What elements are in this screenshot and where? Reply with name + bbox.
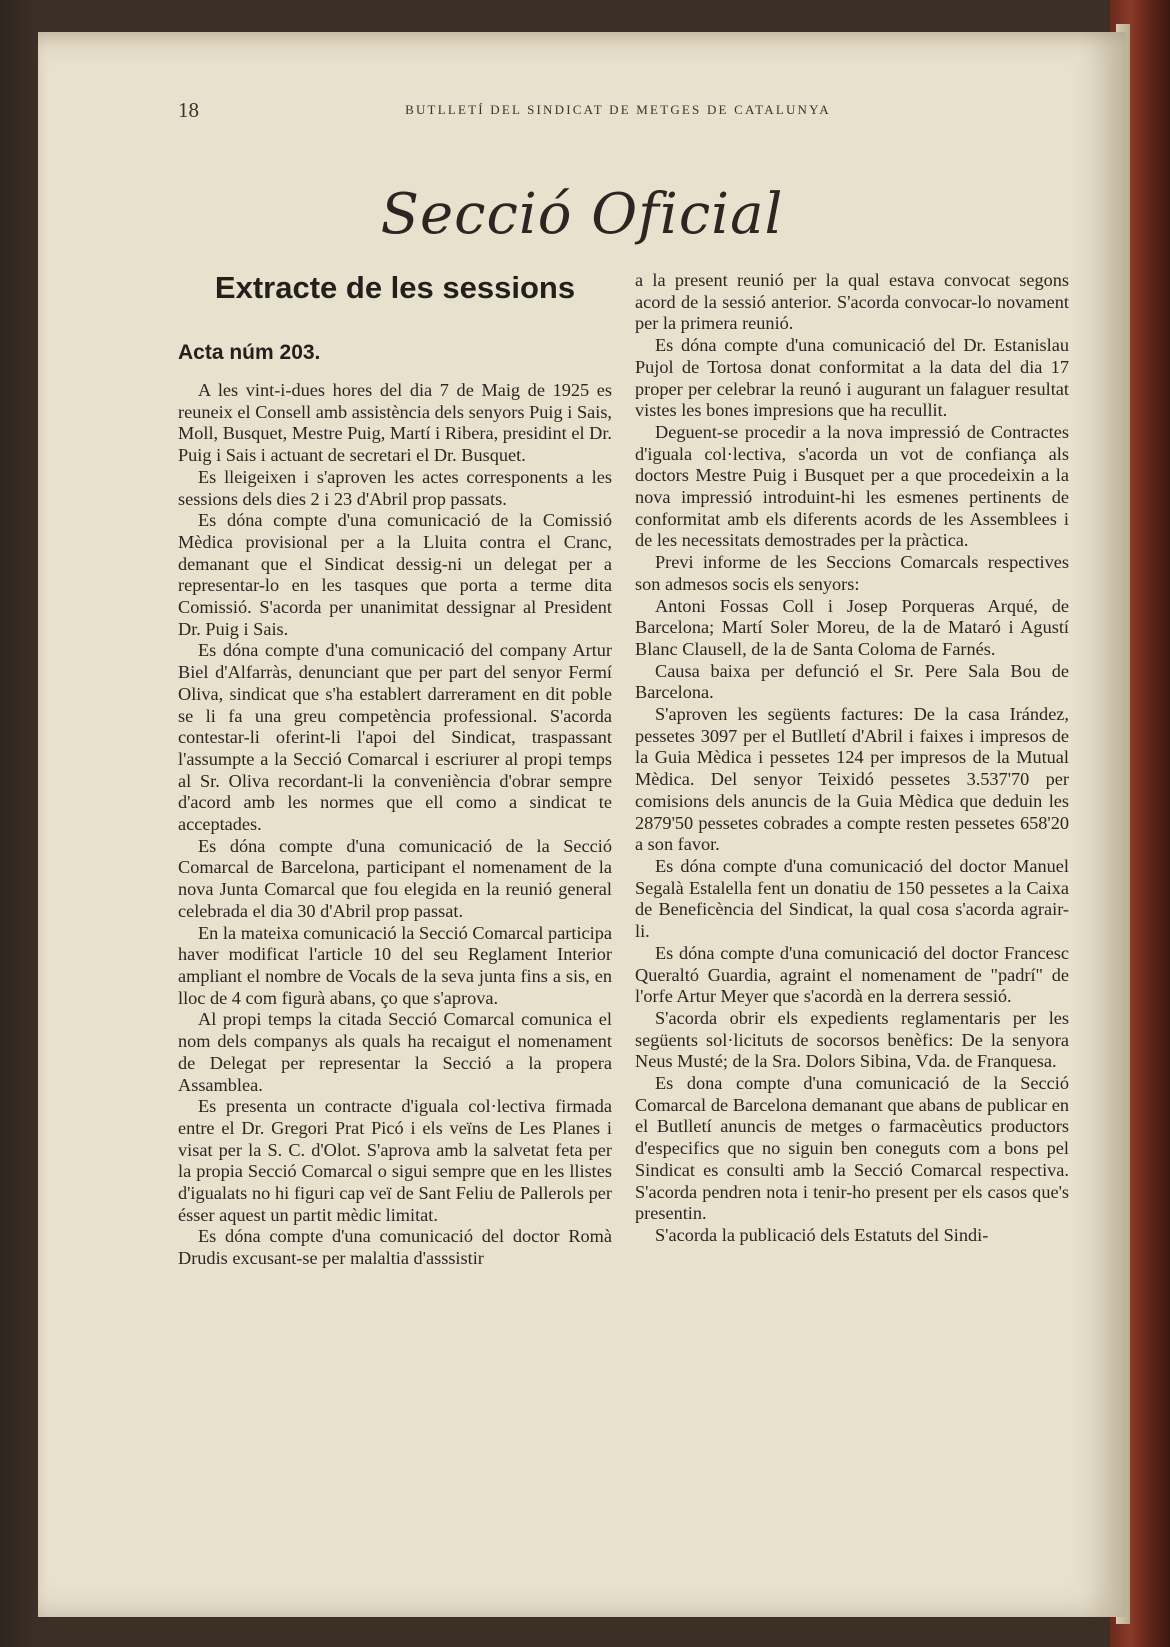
paragraph: a la present reunió per la qual estava convocat segons acord de la sessió anterior. S'acorda convocar-lo novament per la primera reunió. (635, 270, 1069, 334)
paragraph: Es dóna compte d'una comunicació del company Artur Biel d'Alfarràs, denunciant que per part del senyor Fermí Oliva, sindicat que s'ha establert darrerament en dit poble se li fa una greu competència professional. S'acorda contestar-li oferint-li l'apoi del Sindicat, traspassant l'assumpte a la Secció Comarcal i escriurer al propi temps al Sr. Oliva recordant-li la conveniència d'obrar sempre d'acord amb les normes que ell como a sindicat te acceptades. (178, 640, 612, 835)
running-head: BUTLLETÍ DEL SINDICAT DE METGES DE CATALUNYA (405, 102, 831, 117)
left-column (178, 270, 612, 1270)
paragraph: Es dóna compte d'una comunicació de la Comissió Mèdica provisional per a la Lluita contra el Cranc, demanant que el Sindicat dessig-ni un delegat per a representar-lo en les tasques que porta a terme dita Comissió. S'acorda per unanimitat dessignar al President Dr. Puig i Sais. (178, 510, 612, 639)
paragraph: Es dóna compte d'una comunicació del Dr. Estanislau Pujol de Tortosa donat conformitat a la data del dia 17 proper per celebrar la reunó i augurant un falaguer resultat vistes les bones impresions que ha recullit. (635, 335, 1069, 421)
paragraph: A les vint-i-dues hores del dia 7 de Maig de 1925 es reuneix el Consell amb assistència dels senyors Puig i Sais, Moll, Busquet, Mestre Puig, Martí i Ribera, presidint el Dr. Puig i Sais i actuant de secretari el Dr. Busquet. (178, 380, 612, 466)
section-title: Secció Oficial (380, 182, 784, 247)
paragraph: Es dóna compte d'una comunicació del doctor Romà Drudis excusant-se per malaltia d'asssistir (178, 1226, 612, 1269)
paragraph: Deguent-se procedir a la nova impressió de Contractes d'iguala col·lectiva, s'acorda un vot de confiança als doctors Mestre Puig i Busquet per a que procedeixin a la nova impressió introduint-hi les esmenes pertinents de conformitat amb els diferents acords de les Assemblees i de les necessitats demostrades per la pràctica. (635, 421, 1069, 551)
paragraph: Es lleigeixen i s'aproven les actes corresponents a les sessions dels dies 2 i 23 d'Abril prop passats. (178, 466, 612, 509)
paragraph: Previ informe de les Seccions Comarcals respectives son admesos socis els senyors: (635, 552, 1069, 594)
article-title: Extracte de les sessions (214, 270, 576, 305)
paragraph: Es dóna compte d'una comunicació del doctor Manuel Segalà Estalella fent un donatiu de 150 pessetes a la Caixa de Beneficència del Sindicat, la qual cosa s'acorda agrair-li. (635, 855, 1069, 942)
paragraph: S'acorda la publicació dels Estatuts del Sindi- (655, 1224, 989, 1245)
paragraph: Causa baixa per defunció el Sr. Pere Sala Bou de Barcelona. (635, 660, 1069, 703)
paragraph: Es dóna compte d'una comunicació del doctor Francesc Queraltó Guardia, agraint el nomenament de "padrí" de l'orfe Artur Meyer que s'acordà en la derrera sessió. (635, 942, 1069, 1007)
paragraph: Es dona compte d'una comunicació de la Secció Comarcal de Barcelona demanant que abans de publicar en el Butlletí anuncis de metges o farmacèutics productors d'especifics que no siguin ben coneguts com a bons pel Sindicat es consulti amb la Secció Comarcal respectiva. S'acorda pendren nota i tenir-ho present per els casos que's presentin. (635, 1073, 1069, 1224)
acta-title: Acta núm 203. (178, 341, 321, 364)
paragraph: S'acorda obrir els expedients reglamentaris per les següents sol·licituts de socorsos benèfics: De la senyora Neus Musté; de la Sra. Dolors Sibina, Vda. de Franquesa. (635, 1007, 1069, 1072)
book-page (38, 32, 1126, 1617)
paragraph: En la mateixa comunicació la Secció Comarcal participa haver modificat l'article 10 del seu Reglament Interior ampliant el nombre de Vocals de la seva junta fins a sis, en lloc de 4 com figurà abans, ço que s'aprova. (178, 922, 612, 1008)
paragraph: Antoni Fossas Coll i Josep Porqueras Arqué, de Barcelona; Martí Soler Moreu, de la de Mataró i Agustí Blanc Clausell, de la de Santa Coloma de Farnés. (635, 595, 1069, 659)
paragraph: Es presenta un contracte d'iguala col·lectiva firmada entre el Dr. Gregori Prat Picó i els veïns de Les Planes i visat per la S. C. d'Olot. S'aprova amb la salvetat feta per la propia Secció Comarcal o sigui sempre que en les llistes d'igualats no hi figuri cap veï de Sant Feliu de Pallerols per ésser aquest un partit mèdic limitat. (178, 1096, 612, 1225)
page-number: 18 (178, 98, 199, 122)
paragraph: S'aproven les següents factures: De la casa Irández, pessetes 3097 per el Butlletí d'Abril i faixes i impresos de la Guia Mèdica i pessetes 124 per impresos de la Mutual Mèdica. Del senyor Teixidó pessetes 3.537'70 per comisions dels anuncis de la Guia Mèdica que deduin les 2879'50 pessetes cobrades a compte resten pessetes 658'20 a son favor. (635, 704, 1069, 855)
right-column (635, 270, 1069, 1247)
paragraph: Al propi temps la citada Secció Comarcal comunica el nom dels companys als quals ha recaigut el nomenament de Delegat per representar la Secció a la propera Assamblea. (178, 1009, 612, 1095)
paragraph: Es dóna compte d'una comunicació de la Secció Comarcal de Barcelona, participant el nomenament de la nova Junta Comarcal que fou elegida en la reunió general celebrada el dia 30 d'Abril prop passat. (178, 835, 612, 921)
